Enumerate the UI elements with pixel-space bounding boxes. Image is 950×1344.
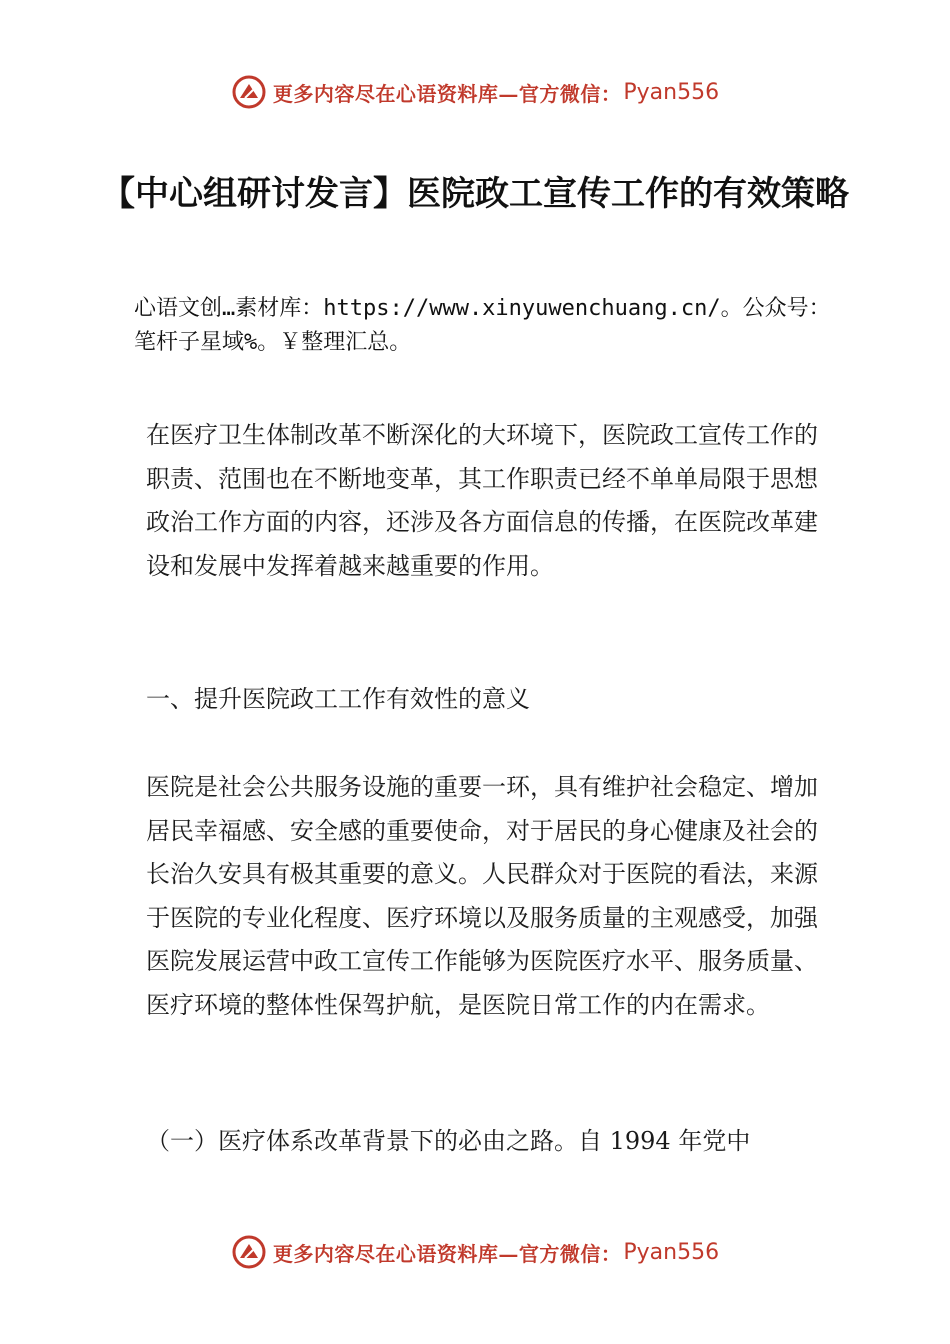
- logo-icon: [231, 74, 267, 110]
- paragraph: （一）医疗体系改革背景下的必由之路。自 1994 年党中: [146, 1127, 751, 1155]
- banner-slogan: 更多内容尽在心语资料库—官方微信：: [272, 1241, 622, 1266]
- footer-banner: [0, 1230, 950, 1274]
- section-heading: 一、提升医院政工工作有效性的意义: [146, 685, 530, 713]
- banner-slogan: 更多内容尽在心语资料库—官方微信：: [272, 81, 622, 106]
- document-title: 【中心组研讨发言】医院政工宣传工作的有效策略: [101, 174, 849, 214]
- logo-icon: [231, 1234, 267, 1270]
- paragraph: 在医疗卫生体制改革不断深化的大环境下，医院政工宣传工作的职责、范围也在不断地变革，其工作职责已经不单单局限于思想政治工作方面的内容，还涉及各方面信息的传播，在医院改革建设和发展中发挥着越来越重要的作用。: [146, 421, 818, 580]
- banner-account: Pyan556: [623, 79, 720, 105]
- banner-account: Pyan556: [623, 1239, 720, 1265]
- header-banner: [0, 70, 950, 114]
- paragraph: 医院是社会公共服务设施的重要一环，具有维护社会稳定、增加居民幸福感、安全感的重要使命，对于居民的身心健康及社会的长治久安具有极其重要的意义。人民群众对于医院的看法，来源于医院的专业化程度、医疗环境以及服务质量的主观感受，加强医院发展运营中政工宣传工作能够为医院医疗水平、服务质量、医疗环境的整体性保驾护航，是医院日常工作的内在需求。: [146, 773, 818, 1019]
- source-note: 心语文创…素材库：https://www.xinyuwenchuang.cn/。公众号：笔杆子星域%。￥整理汇总。: [134, 296, 831, 355]
